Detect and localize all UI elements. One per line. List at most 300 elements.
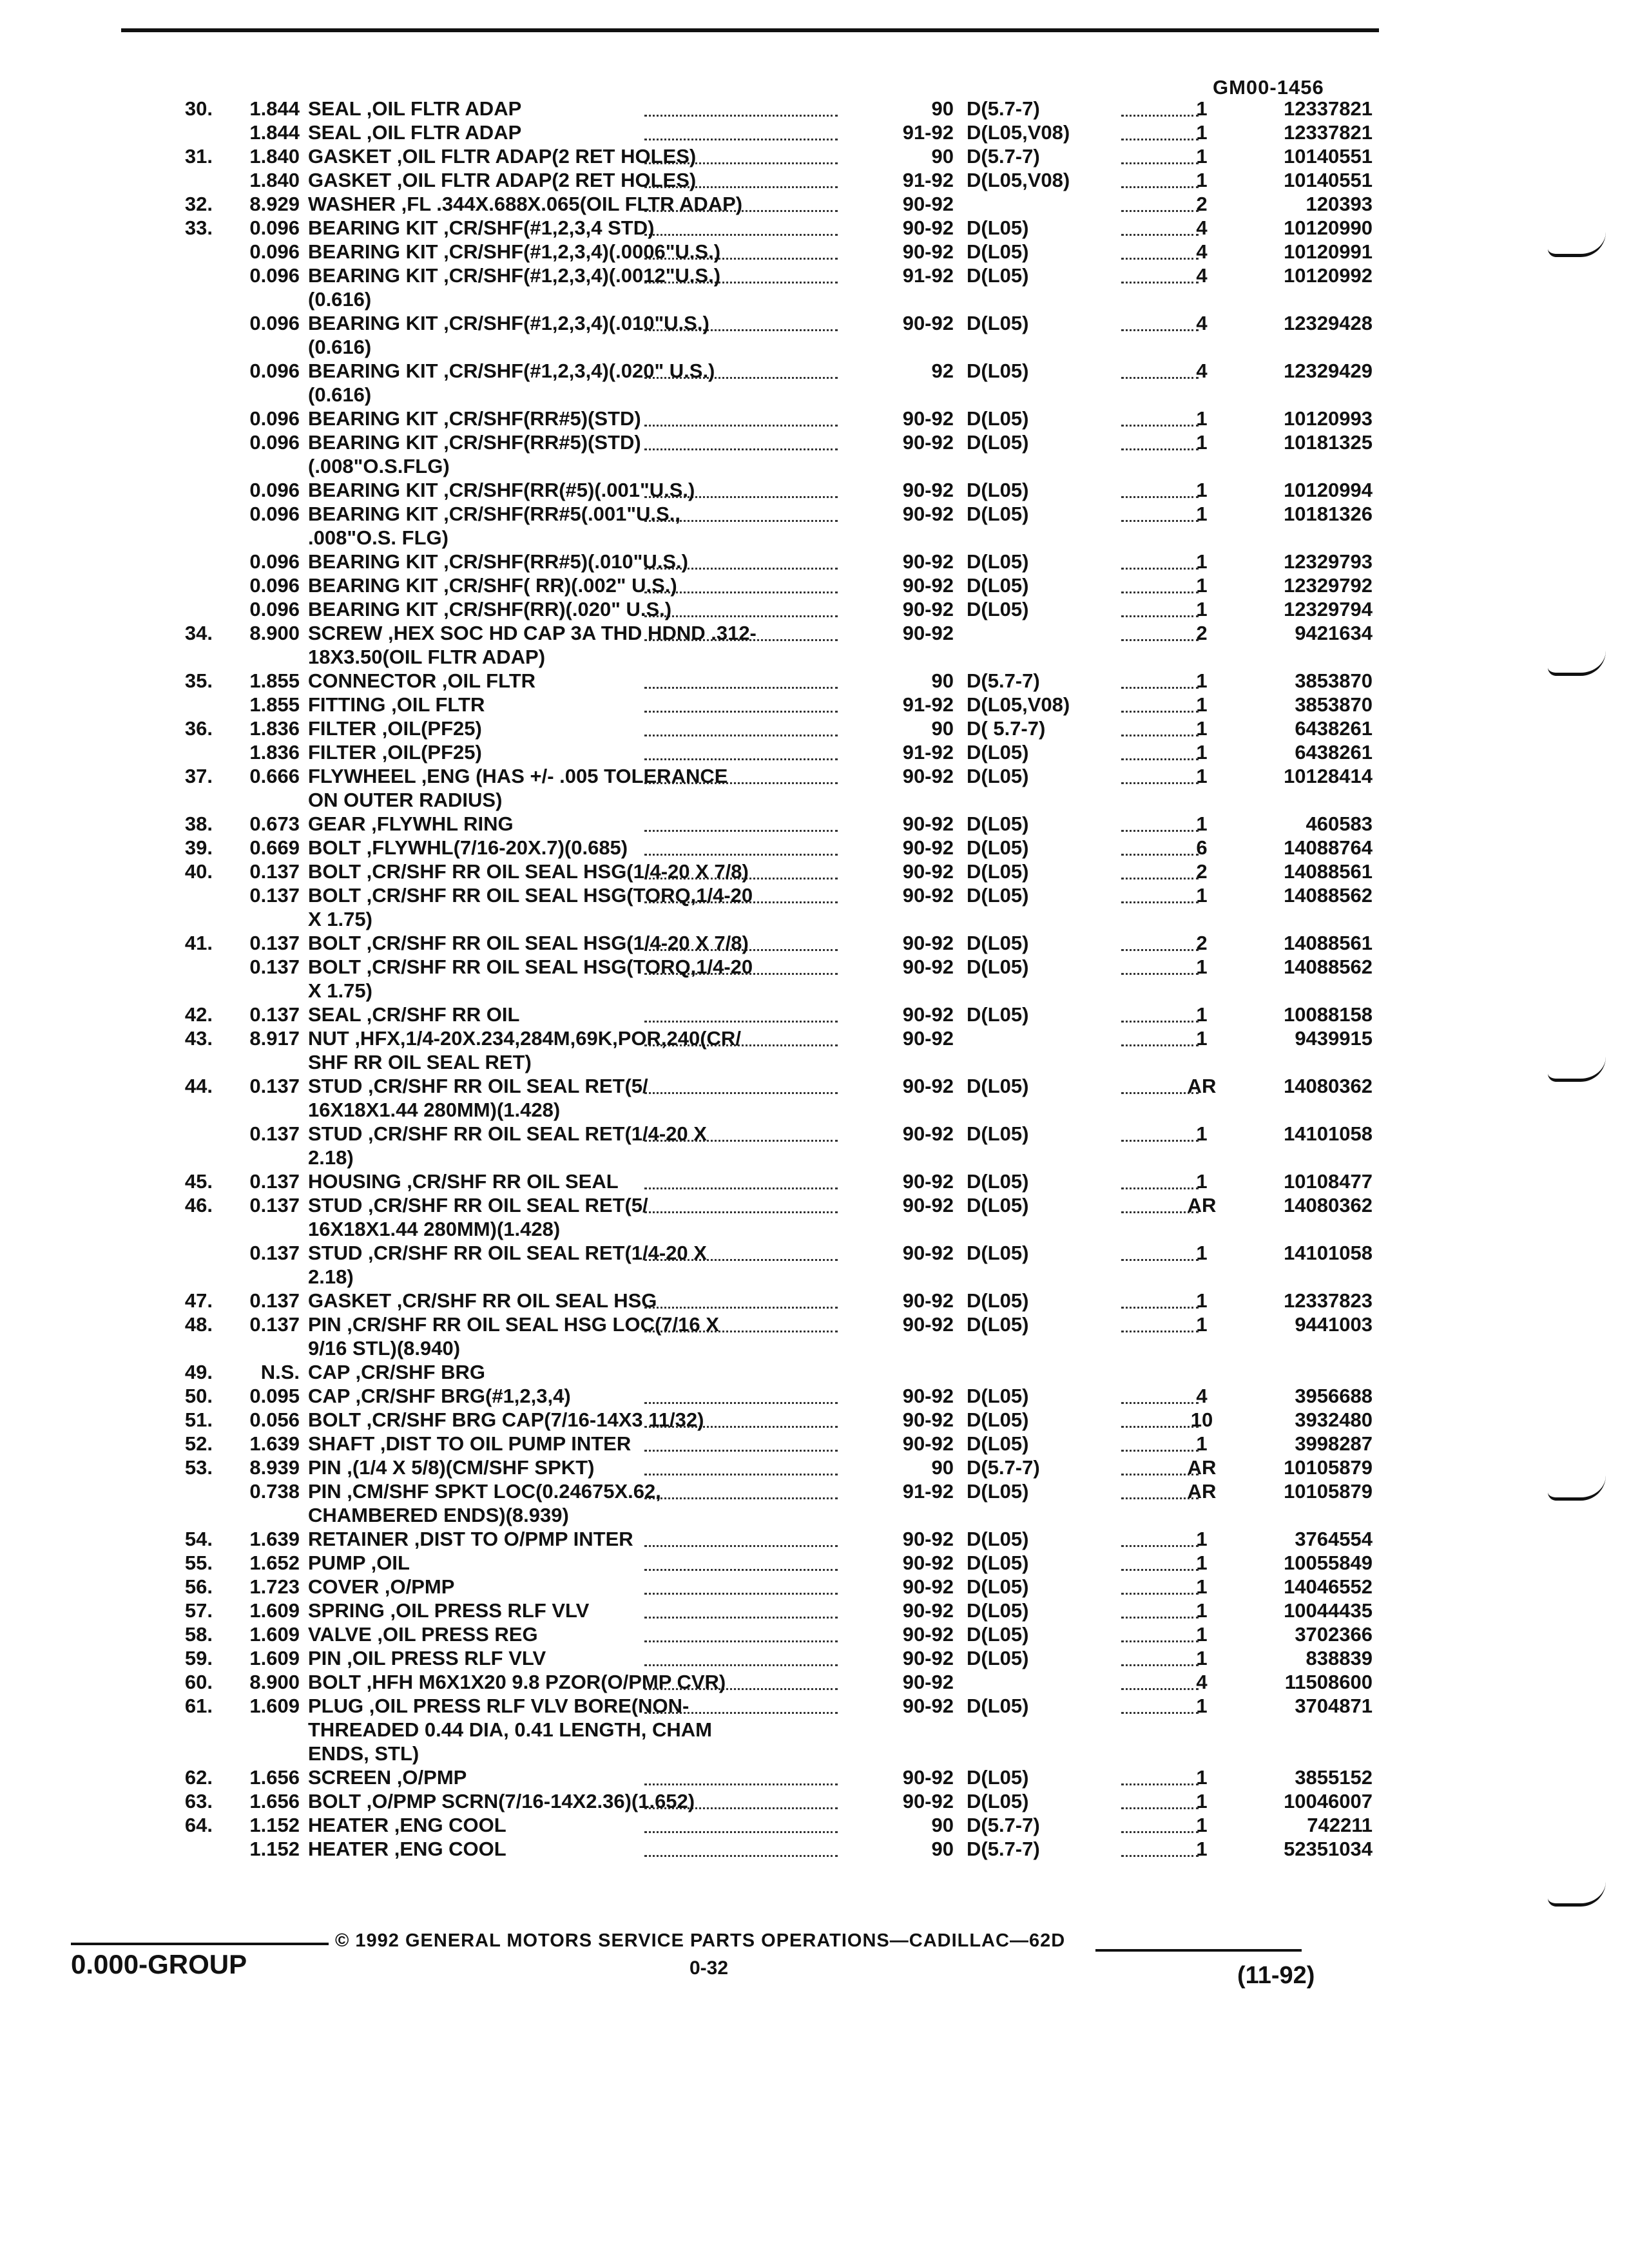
item-number: 34. [184, 622, 213, 644]
quantity: 6 [1196, 836, 1208, 859]
group-number: N.S. [260, 1361, 300, 1383]
item-number: 64. [184, 1814, 213, 1836]
model-years: 90-92 [902, 1575, 954, 1598]
part-description: RETAINER ,DIST TO O/PMP INTER [308, 1528, 633, 1550]
model-years: 90-92 [902, 1289, 954, 1312]
parts-row [0, 1551, 1629, 1575]
parts-list [0, 97, 1629, 1861]
parts-row [0, 1646, 1629, 1670]
model-years: 90-92 [902, 1623, 954, 1646]
group-number: 0.666 [249, 765, 300, 787]
quantity: AR [1187, 1480, 1217, 1503]
part-number: 14088562 [1284, 884, 1373, 907]
model-years: 90-92 [902, 216, 954, 239]
group-number: 1.152 [249, 1814, 300, 1836]
parts-row [0, 669, 1629, 693]
group-number: 1.836 [249, 741, 300, 764]
part-description: 16X18X1.44 280MM)(1.428) [308, 1218, 561, 1240]
part-description: BEARING KIT ,CR/SHF(RR#5)(.010"U.S.) [308, 550, 688, 573]
part-description: PIN ,CR/SHF RR OIL SEAL HSG LOC(7/16 X [308, 1313, 719, 1336]
group-number: 8.900 [249, 1671, 300, 1693]
group-number: 1.652 [249, 1552, 300, 1574]
part-description: HOUSING ,CR/SHF RR OIL SEAL [308, 1170, 619, 1193]
engine-code: D(L05) [967, 741, 1029, 764]
group-number: 0.137 [249, 956, 300, 978]
part-description: PIN ,OIL PRESS RLF VLV [308, 1647, 546, 1669]
part-description: X 1.75) [308, 908, 372, 930]
parts-row [0, 1408, 1629, 1432]
group-number: 0.096 [249, 503, 300, 525]
part-number: 14088764 [1284, 836, 1373, 859]
top-rule [121, 28, 1379, 32]
dot-leader [644, 1307, 838, 1309]
parts-row [0, 168, 1629, 192]
dot-leader [644, 1545, 838, 1547]
part-number: 460583 [1306, 812, 1373, 835]
part-number: 12329794 [1284, 598, 1373, 620]
part-number: 12329428 [1284, 312, 1373, 334]
part-description: X 1.75) [308, 979, 372, 1002]
part-description: BOLT ,CR/SHF RR OIL SEAL HSG(1/4-20 X 7/8) [308, 860, 749, 883]
model-years: 90-92 [902, 503, 954, 525]
part-description: FITTING ,OIL FLTR [308, 693, 485, 716]
model-years: 90-92 [902, 1385, 954, 1407]
parts-row [0, 311, 1629, 335]
item-number: 55. [184, 1552, 213, 1574]
parts-row [0, 1146, 1629, 1169]
engine-code: D(L05) [967, 312, 1029, 334]
engine-code: D(L05) [967, 550, 1029, 573]
item-number: 41. [184, 932, 213, 954]
part-number: 52351034 [1284, 1838, 1373, 1860]
engine-code: D(L05) [967, 360, 1029, 382]
item-number: 32. [184, 193, 213, 215]
quantity: 1 [1196, 1313, 1208, 1336]
part-description: GASKET ,OIL FLTR ADAP(2 RET HOLES) [308, 169, 697, 191]
quantity: 1 [1196, 169, 1208, 191]
parts-row [0, 1217, 1629, 1241]
part-description: BOLT ,FLYWHL(7/16-20X.7)(0.685) [308, 836, 628, 859]
item-number: 36. [184, 717, 213, 740]
quantity: 4 [1196, 1671, 1208, 1693]
dot-leader [644, 687, 838, 689]
model-years: 90-92 [902, 1552, 954, 1574]
part-number: 12329793 [1284, 550, 1373, 573]
parts-row [0, 97, 1629, 120]
parts-row [0, 1050, 1629, 1074]
footer-group: 0.000-GROUP [71, 1949, 247, 1979]
engine-code: D(L05) [967, 836, 1029, 859]
model-years: 90-92 [902, 1766, 954, 1789]
part-description: FLYWHEEL ,ENG (HAS +/- .005 TOLERANCE [308, 765, 728, 787]
parts-row [0, 454, 1629, 478]
part-number: 3932480 [1295, 1408, 1373, 1431]
part-description: BEARING KIT ,CR/SHF(RR(#5)(.001"U.S.) [308, 479, 695, 501]
group-number: 0.096 [249, 264, 300, 287]
part-description: COVER ,O/PMP [308, 1575, 455, 1598]
parts-row [0, 144, 1629, 168]
parts-row [0, 1265, 1629, 1289]
item-number: 50. [184, 1385, 213, 1407]
dot-leader [644, 1640, 838, 1642]
dot-leader [644, 1092, 838, 1094]
part-number: 10046007 [1284, 1790, 1373, 1812]
model-years: 90-92 [902, 836, 954, 859]
part-number: 10140551 [1284, 169, 1373, 191]
part-number: 10105879 [1284, 1456, 1373, 1479]
model-years: 90-92 [902, 1432, 954, 1455]
group-number: 0.137 [249, 1194, 300, 1216]
part-description: ON OUTER RADIUS) [308, 789, 503, 811]
parts-row [0, 526, 1629, 550]
group-number: 0.096 [249, 312, 300, 334]
group-number: 8.900 [249, 622, 300, 644]
group-number: 1.840 [249, 169, 300, 191]
dot-leader [644, 139, 838, 140]
part-description: BOLT ,CR/SHF BRG CAP(7/16-14X3 11/32) [308, 1408, 704, 1431]
engine-code: D(L05) [967, 1289, 1029, 1312]
group-number: 8.939 [249, 1456, 300, 1479]
group-number: 0.137 [249, 884, 300, 907]
part-number: 3853870 [1295, 693, 1373, 716]
part-description: SHAFT ,DIST TO OIL PUMP INTER [308, 1432, 631, 1455]
quantity: 2 [1196, 193, 1208, 215]
parts-row [0, 1360, 1629, 1384]
dot-leader [644, 115, 838, 117]
quantity: 1 [1196, 812, 1208, 835]
engine-code: D(L05,V08) [967, 121, 1070, 144]
part-number: 14046552 [1284, 1575, 1373, 1598]
parts-row [0, 1837, 1629, 1861]
item-number: 58. [184, 1623, 213, 1646]
quantity: 1 [1196, 1003, 1208, 1026]
model-years: 90-92 [902, 860, 954, 883]
quantity: 10 [1190, 1408, 1213, 1431]
parts-row [0, 1074, 1629, 1098]
quantity: 1 [1196, 741, 1208, 764]
quantity: 4 [1196, 1385, 1208, 1407]
group-number: 1.836 [249, 717, 300, 740]
model-years: 91-92 [902, 264, 954, 287]
dot-leader [644, 425, 838, 427]
model-years: 91-92 [902, 693, 954, 716]
quantity: 1 [1196, 1122, 1208, 1145]
part-description: BEARING KIT ,CR/SHF(RR#5)(STD) [308, 431, 641, 454]
part-number: 14088561 [1284, 860, 1373, 883]
model-years: 90-92 [902, 932, 954, 954]
group-number: 1.855 [249, 669, 300, 692]
part-number: 3956688 [1295, 1385, 1373, 1407]
engine-code: D(L05) [967, 765, 1029, 787]
model-years: 90-92 [902, 598, 954, 620]
model-years: 90-92 [902, 622, 954, 644]
part-description: STUD ,CR/SHF RR OIL SEAL RET(1/4-20 X [308, 1242, 707, 1264]
part-number: 120393 [1306, 193, 1373, 215]
part-description: BEARING KIT ,CR/SHF(RR)(.020" U.S.) [308, 598, 672, 620]
item-number: 48. [184, 1313, 213, 1336]
dot-leader [644, 1783, 838, 1785]
dot-leader [644, 1497, 838, 1499]
dot-leader [644, 1021, 838, 1023]
part-description: HEATER ,ENG COOL [308, 1814, 506, 1836]
parts-row [0, 407, 1629, 430]
group-number: 0.096 [249, 407, 300, 430]
model-years: 90-92 [902, 1647, 954, 1669]
part-description: 18X3.50(OIL FLTR ADAP) [308, 646, 546, 668]
quantity: 1 [1196, 1242, 1208, 1264]
dot-leader [644, 758, 838, 760]
footer-rule-right [1095, 1949, 1302, 1952]
engine-code: D(L05) [967, 956, 1029, 978]
group-number: 0.669 [249, 836, 300, 859]
model-years: 90-92 [902, 1122, 954, 1145]
part-number: 742211 [1307, 1814, 1373, 1836]
quantity: 1 [1196, 407, 1208, 430]
group-number: 1.609 [249, 1695, 300, 1717]
engine-code: D(L05) [967, 1122, 1029, 1145]
part-number: 12337821 [1284, 97, 1373, 120]
engine-code: D(L05) [967, 1242, 1029, 1264]
dot-leader [644, 615, 838, 617]
part-number: 3704871 [1295, 1695, 1373, 1717]
engine-code: D(L05) [967, 1552, 1029, 1574]
group-number: 0.137 [249, 1075, 300, 1097]
group-number: 0.096 [249, 479, 300, 501]
quantity: 1 [1196, 1599, 1208, 1622]
engine-code: D(L05) [967, 479, 1029, 501]
parts-row [0, 1432, 1629, 1456]
engine-code: D(L05) [967, 1480, 1029, 1503]
model-years: 90-92 [902, 479, 954, 501]
quantity: 1 [1196, 1695, 1208, 1717]
part-number: 14088562 [1284, 956, 1373, 978]
part-number: 9439915 [1295, 1027, 1373, 1050]
item-number: 53. [184, 1456, 213, 1479]
engine-code: D(L05) [967, 574, 1029, 597]
part-number: 14101058 [1284, 1122, 1373, 1145]
model-years: 90 [931, 97, 954, 120]
group-number: 0.137 [249, 860, 300, 883]
item-number: 45. [184, 1170, 213, 1193]
engine-code: D(L05) [967, 1623, 1029, 1646]
parts-row [0, 1503, 1629, 1527]
part-description: BEARING KIT ,CR/SHF(#1,2,3,4)(.0012"U.S.) [308, 264, 721, 287]
quantity: 1 [1196, 503, 1208, 525]
parts-row [0, 788, 1629, 812]
quantity: 1 [1196, 1528, 1208, 1550]
part-description: BOLT ,CR/SHF RR OIL SEAL HSG(TORQ,1/4-20 [308, 956, 753, 978]
model-years: 90-92 [902, 812, 954, 835]
model-years: 90 [931, 669, 954, 692]
parts-row [0, 1742, 1629, 1765]
item-number: 56. [184, 1575, 213, 1598]
parts-row [0, 1003, 1629, 1026]
group-number: 0.095 [249, 1385, 300, 1407]
model-years: 90-92 [902, 574, 954, 597]
part-description: BEARING KIT ,CR/SHF(#1,2,3,4)(.020" U.S.) [308, 360, 715, 382]
item-number: 38. [184, 812, 213, 835]
part-description: GASKET ,CR/SHF RR OIL SEAL HSG [308, 1289, 657, 1312]
quantity: 2 [1196, 860, 1208, 883]
dot-leader [644, 1211, 838, 1213]
parts-row [0, 1479, 1629, 1503]
parts-row [0, 955, 1629, 979]
quantity: 1 [1196, 1623, 1208, 1646]
parts-row [0, 1026, 1629, 1050]
item-number: 52. [184, 1432, 213, 1455]
group-number: 1.855 [249, 693, 300, 716]
part-number: 3702366 [1295, 1623, 1373, 1646]
footer-page-number: 0-32 [689, 1957, 729, 1979]
model-years: 91-92 [902, 121, 954, 144]
item-number: 62. [184, 1766, 213, 1789]
part-description: PLUG ,OIL PRESS RLF VLV BORE(NON- [308, 1695, 689, 1717]
quantity: 1 [1196, 693, 1208, 716]
model-years: 90-92 [902, 765, 954, 787]
part-number: 10055849 [1284, 1552, 1373, 1574]
engine-code: D(L05) [967, 1313, 1029, 1336]
model-years: 90 [931, 717, 954, 740]
group-number: 0.056 [249, 1408, 300, 1431]
item-number: 43. [184, 1027, 213, 1050]
part-description: THREADED 0.44 DIA, 0.41 LENGTH, CHAM [308, 1718, 712, 1741]
group-number: 0.137 [249, 1289, 300, 1312]
item-number: 49. [184, 1361, 213, 1383]
part-number: 10140551 [1284, 145, 1373, 168]
part-description: STUD ,CR/SHF RR OIL SEAL RET(5/ [308, 1194, 648, 1216]
part-number: 12337821 [1284, 121, 1373, 144]
part-description: FILTER ,OIL(PF25) [308, 717, 482, 740]
part-description: 2.18) [308, 1146, 354, 1169]
part-description: NUT ,HFX,1/4-20X.234,284M,69K,POR,240(CR/ [308, 1027, 741, 1050]
model-years: 90-92 [902, 956, 954, 978]
model-years: 90-92 [902, 312, 954, 334]
engine-code: D(L05) [967, 1695, 1029, 1717]
part-description: CAP ,CR/SHF BRG(#1,2,3,4) [308, 1385, 571, 1407]
parts-row [0, 1122, 1629, 1146]
engine-code: D(L05) [967, 1528, 1029, 1550]
parts-row [0, 192, 1629, 216]
engine-code: D(L05) [967, 407, 1029, 430]
part-number: 10105879 [1284, 1480, 1373, 1503]
quantity: 1 [1196, 574, 1208, 597]
group-number: 1.152 [249, 1838, 300, 1860]
part-description: BEARING KIT ,CR/SHF(#1,2,3,4 STD) [308, 216, 655, 239]
part-description: SEAL ,OIL FLTR ADAP [308, 121, 522, 144]
item-number: 61. [184, 1695, 213, 1717]
part-description: BOLT ,O/PMP SCRN(7/16-14X2.36)(1.652) [308, 1790, 695, 1812]
parts-row [0, 430, 1629, 454]
part-description: GEAR ,FLYWHL RING [308, 812, 514, 835]
group-number: 0.096 [249, 216, 300, 239]
group-number: 1.609 [249, 1599, 300, 1622]
item-number: 47. [184, 1289, 213, 1312]
group-number: 1.639 [249, 1528, 300, 1550]
quantity: 1 [1196, 1170, 1208, 1193]
part-description: SEAL ,CR/SHF RR OIL [308, 1003, 520, 1026]
model-years: 90-92 [902, 1170, 954, 1193]
model-years: 90-92 [902, 431, 954, 454]
engine-code: D(L05) [967, 860, 1029, 883]
dot-leader [644, 234, 838, 236]
part-number: 10120991 [1284, 240, 1373, 263]
part-description: ENDS, STL) [308, 1742, 419, 1765]
group-number: 1.840 [249, 145, 300, 168]
part-number: 3855152 [1295, 1766, 1373, 1789]
part-number: 14101058 [1284, 1242, 1373, 1264]
model-years: 90-92 [902, 1671, 954, 1693]
parts-row [0, 502, 1629, 526]
engine-code: D(L05) [967, 1790, 1029, 1812]
parts-row [0, 1289, 1629, 1312]
dot-leader [644, 1664, 838, 1666]
quantity: 1 [1196, 121, 1208, 144]
part-description: BEARING KIT ,CR/SHF( RR)(.002" U.S.) [308, 574, 677, 597]
engine-code: D(5.7-7) [967, 145, 1040, 168]
quantity: 1 [1196, 97, 1208, 120]
parts-row [0, 621, 1629, 645]
footer-rule-left [71, 1943, 329, 1945]
model-years: 91-92 [902, 741, 954, 764]
part-number: 10108477 [1284, 1170, 1373, 1193]
dot-leader [644, 1593, 838, 1595]
group-number: 1.656 [249, 1766, 300, 1789]
group-number: 0.738 [249, 1480, 300, 1503]
engine-code: D(L05) [967, 1599, 1029, 1622]
parts-row [0, 1670, 1629, 1694]
part-number: 10120994 [1284, 479, 1373, 501]
model-years: 90-92 [902, 240, 954, 263]
group-number: 1.656 [249, 1790, 300, 1812]
group-number: 1.844 [249, 121, 300, 144]
engine-code: D(5.7-7) [967, 97, 1040, 120]
engine-code: D(L05) [967, 264, 1029, 287]
group-number: 1.609 [249, 1623, 300, 1646]
footer-date: (11-92) [1237, 1962, 1315, 1989]
group-number: 0.137 [249, 1170, 300, 1193]
part-number: 10044435 [1284, 1599, 1373, 1622]
part-description: STUD ,CR/SHF RR OIL SEAL RET(5/ [308, 1075, 648, 1097]
parts-row [0, 359, 1629, 383]
parts-row [0, 979, 1629, 1003]
dot-leader [644, 1402, 838, 1404]
part-description: SPRING ,OIL PRESS RLF VLV [308, 1599, 590, 1622]
dot-leader [644, 448, 838, 450]
dot-leader [644, 711, 838, 713]
parts-row [0, 240, 1629, 264]
engine-code: D(L05) [967, 812, 1029, 835]
part-number: 9421634 [1295, 622, 1373, 644]
part-number: 14080362 [1284, 1194, 1373, 1216]
part-description: CAP ,CR/SHF BRG [308, 1361, 486, 1383]
parts-row [0, 550, 1629, 573]
engine-code: D(L05) [967, 1194, 1029, 1216]
quantity: AR [1187, 1194, 1217, 1216]
model-years: 90-92 [902, 1003, 954, 1026]
parts-row [0, 860, 1629, 883]
model-years: 90-92 [902, 193, 954, 215]
dot-leader [644, 1187, 838, 1189]
parts-row [0, 597, 1629, 621]
item-number: 59. [184, 1647, 213, 1669]
quantity: 1 [1196, 1790, 1208, 1812]
part-description: WASHER ,FL .344X.688X.065(OIL FLTR ADAP) [308, 193, 743, 215]
part-number: 10120990 [1284, 216, 1373, 239]
quantity: 1 [1196, 1432, 1208, 1455]
part-number: 10128414 [1284, 765, 1373, 787]
parts-row [0, 1622, 1629, 1646]
quantity: 1 [1196, 1647, 1208, 1669]
